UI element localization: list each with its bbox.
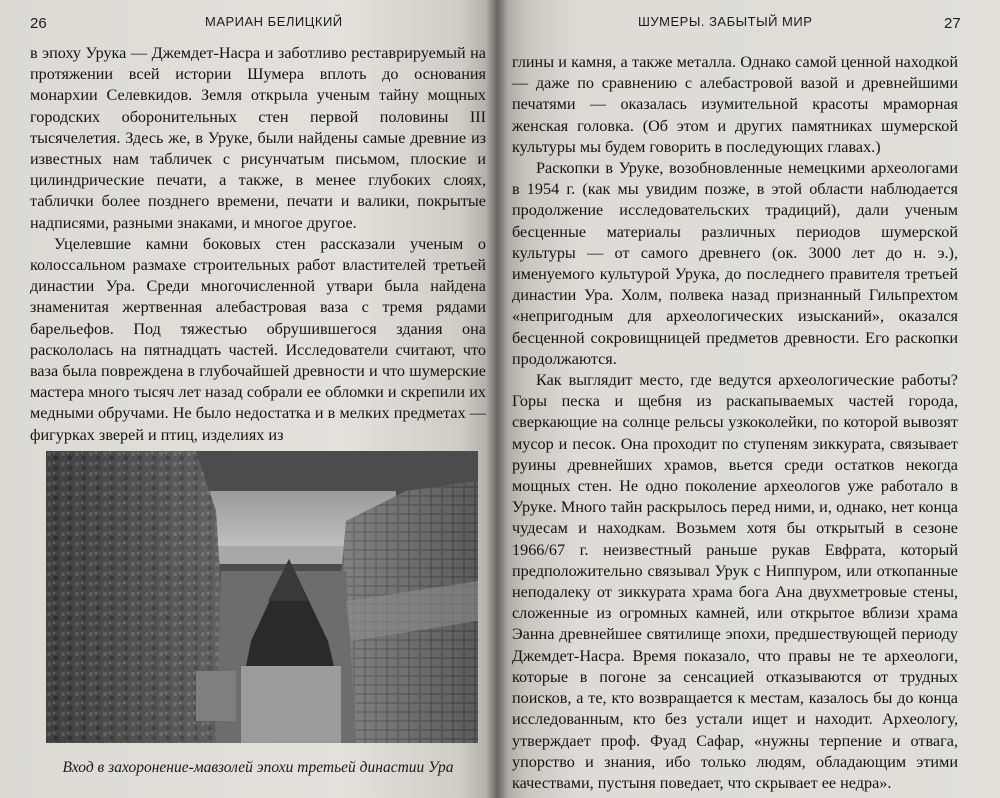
right-paragraph-3: Как выглядит место, где ведутся археологические работы? Горы песка и щебня из раскапываемых частей города, сверкающие на солнце рельсы узкоколейки, по которой вывозят мусор и песок. Она проходит по ступеням зиккурата, связывает руины древнейших храмов, вьется среди остатков некогда мощных стен. Не одно поколение археологов уже работало в Уруке. Много тайн раскрылось перед ними, и, однако, нет конца чудесам и находкам. Возьмем хотя бы открытый в сезоне 1966/67 г. неизвестный раньше рукав Евфрата, который предположительно связывал Урук с Ниппуром, или откопанные неподалеку от зиккурата храма бога Ана двухметровые стены, сложенные из огромных камней, или открытое вблизи храма Эанна древнейшее святилище эпохи, предшествующей периоду Джемдет-Насра. Время показало, что правы не те археологи, которые в погоне за сенсацией отказываются от трудных поисков, а те, кто возвращается к местам, казалось бы до конца исследованным, кто без устали ищет и находит. Археологу, утверждает проф. Фуад Сафар, «нужны терпение и отвага, упорство и знания, ибо только людям, обладающим этими качествами, пустыня поведает, что скрывает ее недра».: [512, 371, 958, 792]
left-page: [0, 0, 496, 798]
left-running-head: МАРИАН БЕЛИЦКИЙ: [205, 14, 343, 29]
left-paragraph-1: в эпоху Урука — Джемдет-Насра и заботливо реставрируемый на протяжении всей истории Шумера вплоть до основания монархии Селевкидов. Земля открыла ученым тайну мощных городских оборонительных стен первой половины III тысячелетия. Здесь же, в Уруке, были найдены самые древние из известных нам табличек с рисунчатым письмом, плоские и цилиндрические печати, а также, в менее глубоких слоях, таблички более позднего времени, печати и валики, покрытые надписями, разными знаками, и многое другое.: [30, 44, 486, 232]
right-paragraph-2: Раскопки в Уруке, возобновленные немецкими археологами в 1954 г. (как мы увидим позже, в этой области наблюдается продолжение исследовательских традиций), дали ученым бесценные материалы различных периодов шумерской культуры — от самого древнего (ок. 3000 лет до н. э.), именуемого культурой Урука, до последнего правителя третьей династии Ура. Холм, полвека назад признанный Гильпрехтом «непригодным для археологических изысканий», оказался бесценной сокровищницей предметов древности. Его раскопки продолжаются.: [512, 159, 958, 368]
left-body-text: [30, 43, 486, 446]
excavation-photo: [46, 451, 478, 743]
right-page-number: 27: [944, 15, 961, 32]
right-page: [496, 0, 1000, 798]
left-paragraph-2: Уцелевшие камни боковых стен рассказали ученым о колоссальном размахе строительных работ властителей третьей династии Ура. Среди многочисленной утвари была найдена знаменитая жертвенная алебастровая ваза с тремя рядами барельефов. Под тяжестью обрушившегося здания она раскололась на пятнадцать частей. Исследователи считают, что ваза была повреждена в глубочайшей древности и что шумерские мастера много тысяч лет назад собрали ее обломки и скрепили их медными обручами. Не было недостатка и в мелких предметах — фигурках зверей и птиц, изделиях из: [30, 234, 486, 444]
book-gutter: [486, 0, 508, 798]
right-running-head: ШУМЕРЫ. ЗАБЫТЫЙ МИР: [638, 14, 813, 29]
excavation-photo-image: [46, 451, 478, 743]
left-page-number: 26: [30, 15, 47, 32]
right-paragraph-1: глины и камня, а также металла. Однако самой ценной находкой — даже по сравнению с алебастровой вазой и древнейшими печатями — оказалась изумительной красоты мраморная женская головка. (Об этом и других памятниках шумерской культуры мы будем говорить в последующих главах.): [512, 53, 958, 156]
right-body-text: [512, 52, 958, 794]
figure-caption: Вход в захоронение-мавзолей эпохи третьей династии Ура: [62, 759, 454, 776]
